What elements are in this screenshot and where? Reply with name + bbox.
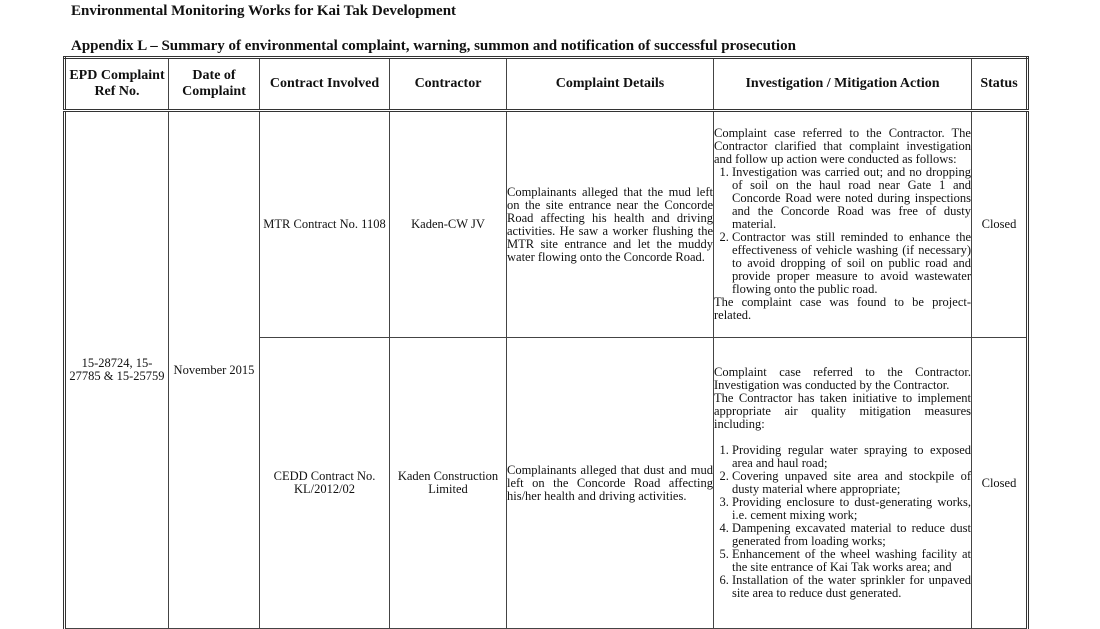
action-intro-2: The Contractor has taken initiative to implement appropriate air quality mitigation measures including: [714, 391, 971, 431]
header-status: Status [972, 58, 1028, 111]
table-header-row [65, 58, 1028, 111]
appendix-title: Appendix L – Summary of environmental complaint, warning, summon and notification of successful prosecution [71, 38, 796, 54]
action-intro: Complaint case referred to the Contractor. Investigation was conducted by the Contractor. [714, 365, 971, 392]
action-item: 1. Providing regular water spraying to exposed area and haul road; [732, 444, 971, 470]
action-item: 1. Investigation was carried out; and no dropping of soil on the haul road near Gate 1 and Concorde Road were noted during inspections and the Concorde Road was free of dusty material. [732, 166, 971, 231]
ref-no-cell: 15-28724, 15-27785 & 15-25759 [65, 111, 169, 629]
action-item: 6. Installation of the water sprinkler for unpaved site area to reduce dust generated. [732, 574, 971, 600]
header-contractor: Contractor [390, 58, 507, 111]
contractor-cell: Kaden Construction Limited [390, 338, 507, 629]
contract-cell: CEDD Contract No. KL/2012/02 [260, 338, 390, 629]
contractor-cell: Kaden-CW JV [390, 111, 507, 338]
investigation-action-cell [714, 111, 972, 338]
action-item: 4. Dampening excavated material to reduce dust generated from loading works; [732, 522, 971, 548]
investigation-action-cell [714, 338, 972, 629]
table-row [65, 111, 1028, 338]
action-intro: Complaint case referred to the Contractor. The Contractor clarified that complaint investigation and follow up action were conducted as follows: [714, 126, 971, 166]
complaint-details-cell: Complainants alleged that dust and mud left on the Concorde Road affecting his/her health and driving activities. [507, 338, 714, 629]
action-item: 5. Enhancement of the wheel washing facility at the site entrance of Kai Tak works area; and [732, 548, 971, 574]
action-item: 2. Contractor was still reminded to enhance the effectiveness of vehicle washing (if necessary) to avoid dropping of soil on public road and provide proper measure to avoid wastewater flowing onto the public road. [732, 231, 971, 296]
date-cell: November 2015 [169, 111, 260, 629]
header-date: Date of Complaint [169, 58, 260, 111]
status-cell: Closed [972, 111, 1028, 338]
action-item: 3. Providing enclosure to dust-generating works, i.e. cement mixing work; [732, 496, 971, 522]
action-list [714, 444, 971, 600]
complaint-summary-table [63, 56, 1029, 629]
action-item: 2. Covering unpaved site area and stockpile of dusty material where appropriate; [732, 470, 971, 496]
complaint-details-cell: Complainants alleged that the mud left on the site entrance near the Concorde Road affecting his health and driving activities. He saw a worker flushing the MTR site entrance and let the muddy water flowing onto the Concorde Road. [507, 111, 714, 338]
header-action: Investigation / Mitigation Action [714, 58, 972, 111]
action-list [714, 166, 971, 296]
header-contract: Contract Involved [260, 58, 390, 111]
document-title: Environmental Monitoring Works for Kai Tak Development [71, 3, 457, 19]
contract-cell: MTR Contract No. 1108 [260, 111, 390, 338]
header-details: Complaint Details [507, 58, 714, 111]
header-ref-no: EPD Complaint Ref No. [65, 58, 169, 111]
action-outro: The complaint case was found to be project-related. [714, 295, 971, 322]
status-cell: Closed [972, 338, 1028, 629]
